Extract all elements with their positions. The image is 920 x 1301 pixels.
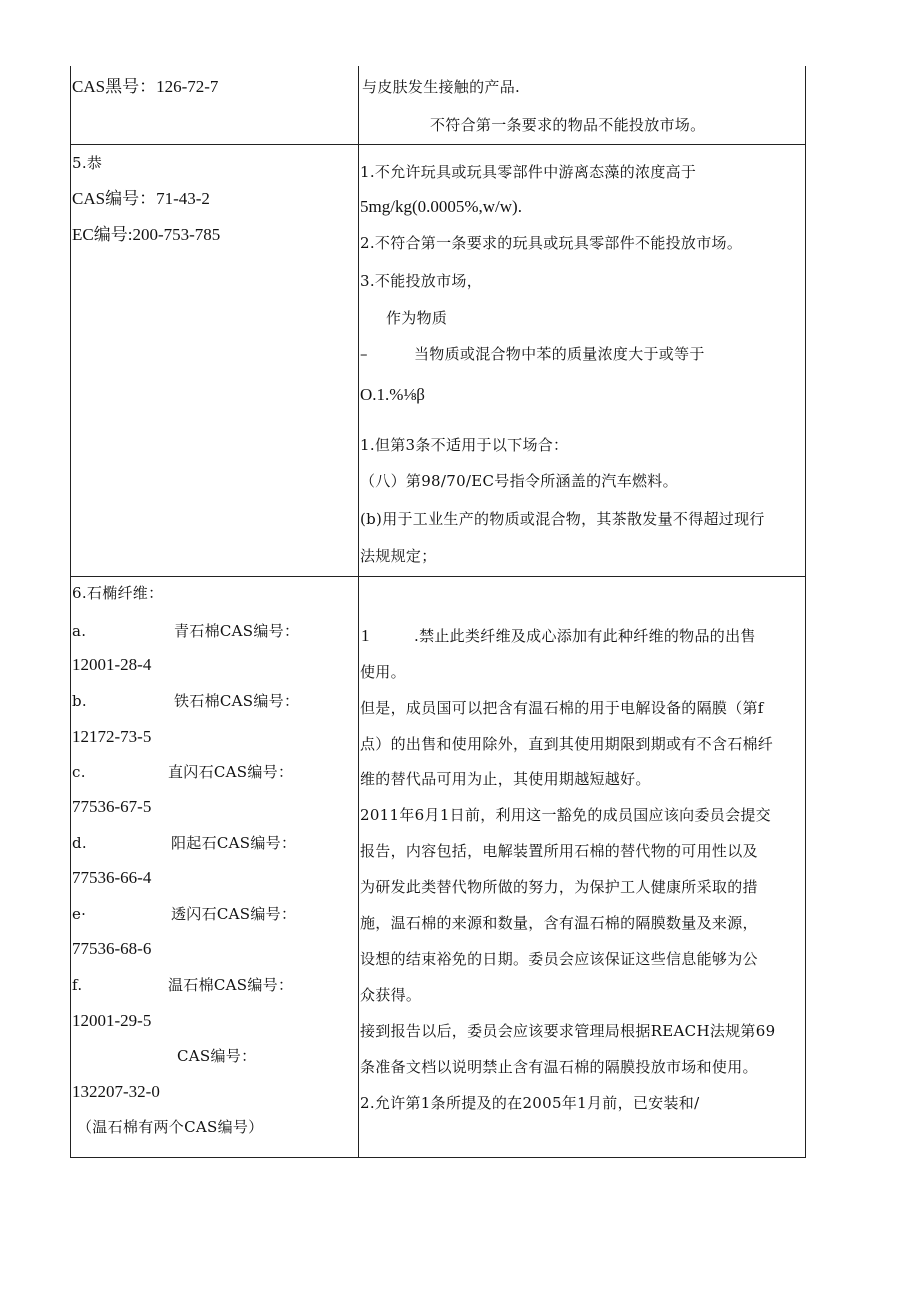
paragraph-line: 点）的出售和使用除外，直到其使用期限到期或有不含石棉纤 [360, 735, 774, 753]
paragraph-line: .禁止此类纤维及成心添加有此种纤维的物品的出售 [414, 627, 756, 645]
item-letter: a. [72, 622, 87, 640]
cas-number-benzene: CAS编号：71-43-2 [72, 189, 210, 208]
item-label: 温石棉CAS编号： [168, 976, 294, 994]
paragraph-line: 维的替代品可用为止，其使用期越短越好。 [360, 770, 651, 788]
paragraph-line: 使用。 [360, 663, 406, 681]
paragraph-line: 施，温石棉的来源和数量，含有温石棉的隔膜数量及来源， [360, 914, 758, 932]
item-label: CAS编号： [177, 1047, 257, 1065]
paragraph-line: 众获得。 [360, 986, 422, 1004]
item-label: 铁石棉CAS编号： [174, 692, 300, 710]
restriction-line: 当物质或混合物中苯的质量浓度大于或等于 [414, 345, 705, 363]
row1-text-line: 与皮肤发生接触的产品. [362, 78, 521, 96]
item-letter: f. [72, 976, 83, 994]
item-label: 阳起石CAS编号： [171, 834, 297, 852]
paragraph-line: 为研发此类替代物所做的努力，为保护工人健康所采取的措 [360, 878, 758, 896]
cas-number: 12172-73-5 [72, 727, 152, 746]
cas-number: 77536-67-5 [72, 797, 152, 816]
cas-number: 77536-68-6 [72, 939, 152, 958]
cas-number: 12001-28-4 [72, 655, 152, 674]
substance-title-asbestos: 6.石椭纤维： [72, 584, 164, 602]
substance-title-benzene: 5.恭 [72, 154, 103, 172]
item-letter: c. [72, 763, 86, 781]
cas-number: 77536-66-4 [72, 868, 152, 887]
table-border-bottom [70, 1157, 806, 1158]
restriction-line: 1.但第3条不适用于以下场合： [360, 436, 569, 454]
item-label: 青石棉CAS编号： [174, 622, 300, 640]
table-column-divider [358, 66, 359, 1158]
row1-text-line: 不符合第一条要求的物品不能投放市场。 [430, 116, 706, 134]
table-border-right [805, 66, 806, 1158]
dash-marker: – [360, 345, 368, 363]
item-letter: d. [72, 834, 87, 852]
paragraph-line: 但是，成员国可以把含有温石棉的用于电解设备的隔膜（第f [360, 699, 764, 717]
restriction-line: （八）第98/70/EC号指令所涵盖的汽车燃料。 [360, 472, 678, 490]
ec-number-benzene: EC编号:200-753-785 [72, 225, 221, 244]
paragraph-line: 设想的结束裕免的日期。委员会应该保证这些信息能够为公 [360, 950, 758, 968]
paragraph-line: 2.允许第1条所提及的在2005年1月前，已安装和/ [360, 1094, 700, 1112]
item-label: 直闪石CAS编号： [168, 763, 294, 781]
paragraph-line: 报告，内容包括，电解装置所用石棉的替代物的可用性以及 [360, 842, 758, 860]
paragraph-line: 条准备文档以说明禁止含有温石棉的隔膜投放市场和使用。 [360, 1058, 758, 1076]
restriction-line: 3.不能投放市场， [360, 272, 483, 290]
item-letter: e· [72, 905, 87, 923]
restriction-line: 2.不符合第一条要求的玩具或玩具零部件不能投放市场。 [360, 234, 743, 252]
paragraph-number: 1 [361, 626, 370, 645]
table-border-left [70, 66, 71, 1158]
restriction-line: O.1.%⅛β [360, 385, 425, 404]
restriction-line: 5mg/kg(0.0005%,w/w). [360, 197, 522, 216]
row-divider-2 [70, 576, 806, 577]
cas-number: 132207-32-0 [72, 1082, 160, 1101]
restriction-line: 作为物质 [386, 309, 448, 327]
row-divider-1 [70, 144, 806, 145]
item-label: 透闪石CAS编号： [171, 905, 297, 923]
item-letter: b. [72, 692, 87, 710]
restriction-line: 法规规定； [360, 547, 437, 565]
paragraph-line: 2011年6月1日前，利用这一豁免的成员国应该向委员会提交 [360, 806, 771, 824]
asbestos-note: （温石棉有两个CAS编号） [77, 1118, 264, 1136]
restriction-line: 1.不允许玩具或玩具零部件中游离态藻的浓度高于 [360, 163, 697, 181]
paragraph-line: 接到报告以后，委员会应该要求管理局根据REACH法规第69 [360, 1022, 776, 1040]
restriction-line: (b)用于工业生产的物质或混合物，其茶散发量不得超过现行 [360, 510, 765, 528]
cas-number-row1: CAS黑号：126-72-7 [72, 77, 219, 96]
cas-number: 12001-29-5 [72, 1011, 152, 1030]
